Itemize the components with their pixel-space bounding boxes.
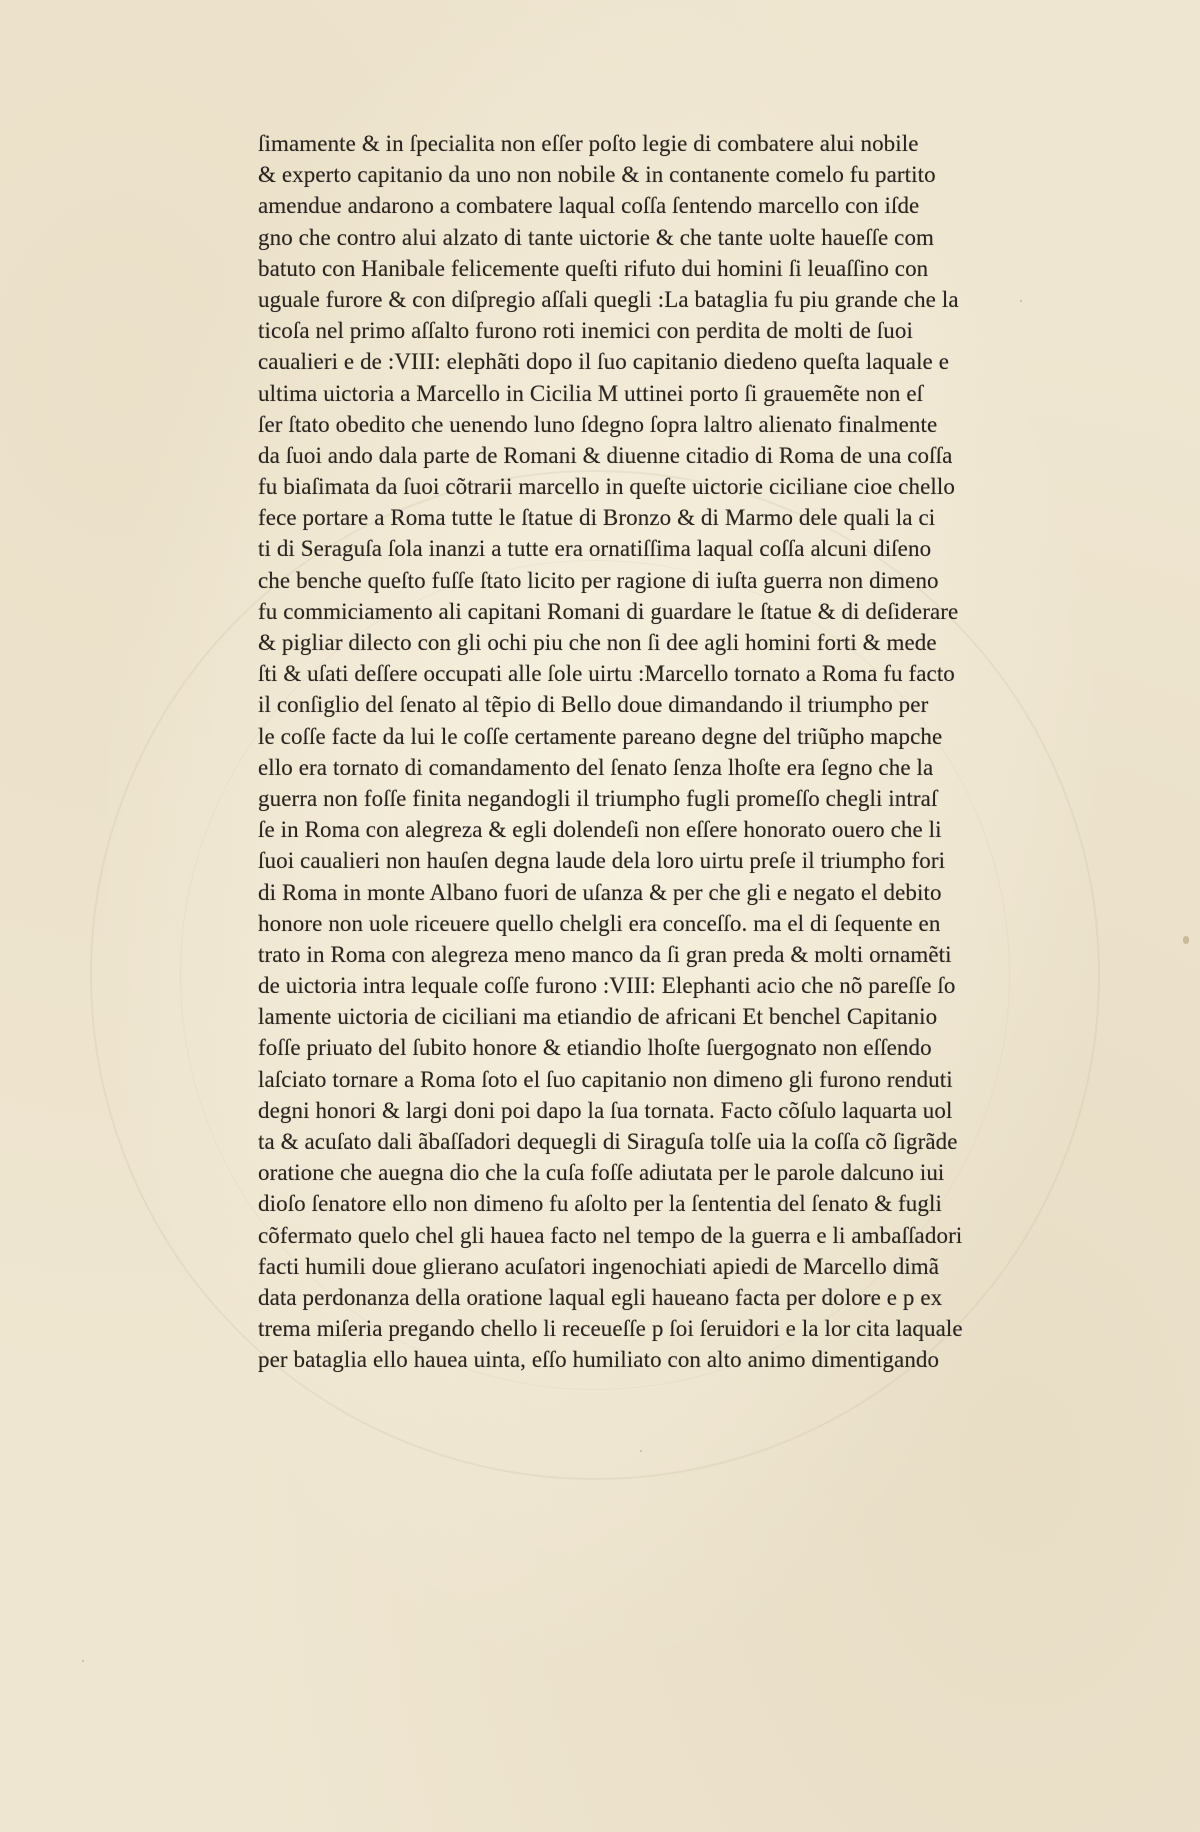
text-line: & pigliar dilecto con gli ochi piu che non ſi dee agli homini forti & mede — [258, 630, 937, 655]
text-line: facti humili doue glierano acuſatori ingenochiati apiedi de Marcello dimã — [258, 1253, 940, 1279]
text-line: il conſiglio del ſenato al tẽpio di Bello doue dimandando il triumpho per — [258, 692, 929, 718]
text-line: ta & acuſato dali ãbaſſadori dequegli di Siraguſa tolſe uia la coſſa cõ ſigrãde — [258, 1129, 958, 1154]
text-line: ſti & uſati deſſere occupati alle ſole uirtu :Marcello tornato a Roma fu facto — [258, 661, 955, 687]
text-line: dioſo ſenatore ello non dimeno fu aſolto per la ſententia del ſenato & fugli — [258, 1191, 942, 1217]
text-line: laſciato tornare a Roma ſoto el ſuo capitanio non dimeno gli furono renduti — [258, 1066, 953, 1092]
text-line: caualieri e de :VIII: elephãti dopo il ſuo capitanio diedeno queſta laquale e — [258, 349, 950, 375]
text-line: degni honori & largi doni poi dapo la ſua tornata. Facto cõſulo laquarta uol — [258, 1097, 953, 1123]
text-line: ſe in Roma con alegreza & egli dolendeſi non eſſere honorato ouero che li — [258, 817, 942, 843]
text-line: amendue andarono a combatere laqual coſſa ſentendo marcello con iſde — [258, 193, 920, 219]
text-column — [258, 128, 1098, 1376]
text-line: foſſe priuato del ſubito honore & etiandio lhoſte ſuergognato non eſſendo — [258, 1035, 932, 1061]
text-line: che benche queſto fuſſe ſtato licito per ragione di iuſta guerra non dimeno — [258, 567, 939, 593]
paper-speck — [82, 1660, 84, 1662]
text-line: & experto capitanio da uno non nobile & in contanente comelo fu partito — [258, 162, 936, 188]
paper-speck — [640, 1450, 642, 1452]
text-line: trema miſeria pregando chello li receueſſe p ſoi ſeruidori e la lor cita laquale — [258, 1316, 963, 1342]
text-line: di Roma in monte Albano fuori de uſanza & per che gli e negato el debito — [258, 879, 942, 905]
text-line: de uictoria intra lequale coſſe furono :VIII: Elephanti acio che nõ pareſſe ſo — [258, 973, 956, 999]
margin-mark — [1183, 936, 1189, 944]
text-line: fu commiciamento ali capitani Romani di guardare le ſtatue & di deſiderare — [258, 598, 959, 624]
text-line: per bataglia ello hauea uinta, eſſo humiliato con alto animo dimentigando — [258, 1347, 940, 1373]
text-line: ti di Seraguſa ſola inanzi a tutte era ornatiſſima laqual coſſa alcuni diſeno — [258, 536, 932, 562]
text-line: lamente uictoria de ciciliani ma etiandio de africani Et benchel Capitanio — [258, 1004, 938, 1030]
text-line: data perdonanza della oratione laqual egli haueano facta per dolore e p ex — [258, 1284, 943, 1310]
text-line: oratione che auegna dio che la cuſa foſſe adiutata per le parole dalcuno iui — [258, 1160, 945, 1186]
text-line: fu biaſimata da ſuoi cõtrarii marcello in queſte uictorie ciciliane cioe chello — [258, 474, 955, 500]
text-line: ſimamente & in ſpecialita non eſſer poſto legie di combatere alui nobile — [258, 131, 919, 156]
text-line: da ſuoi ando dala parte de Romani & diuenne citadio di Roma de una coſſa — [258, 442, 953, 468]
text-line: guerra non foſſe finita negandogli il triumpho fugli promeſſo chegli intraſ — [258, 785, 938, 811]
text-line: uguale furore & con diſpregio aſſali quegli :La bataglia fu piu grande che la — [258, 286, 959, 312]
text-line: ſuoi caualieri non hauſen degna laude dela loro uirtu preſe il triumpho fori — [258, 848, 946, 874]
text-line: honore non uole riceuere quello chelgli era conceſſo. ma el di ſequente en — [258, 910, 941, 936]
text-line: gno che contro alui alzato di tante uictorie & che tante uolte haueſſe com — [258, 224, 935, 250]
text-line: fece portare a Roma tutte le ſtatue di Bronzo & di Marmo dele quali la ci — [258, 505, 936, 531]
text-line: batuto con Hanibale felicemente queſti rifuto dui homini ſi leuaſſino con — [258, 255, 929, 281]
text-line: le coſſe facte da lui le coſſe certamente pareano degne del triũpho mapche — [258, 723, 943, 749]
text-line: cõfermato quelo chel gli hauea facto nel tempo de la guerra e li ambaſſadori — [258, 1222, 963, 1248]
text-line: ſer ſtato obedito che uenendo luno ſdegno ſopra laltro alienato finalmente — [258, 411, 938, 437]
text-line: ticoſa nel primo aſſalto furono roti inemici con perdita de molti de ſuoi — [258, 318, 913, 344]
text-line: trato in Roma con alegreza meno manco da ſi gran preda & molti ornamẽti — [258, 941, 952, 967]
text-line: ello era tornato di comandamento del ſenato ſenza lhoſte era ſegno che la — [258, 754, 934, 780]
text-line: ultima uictoria a Marcello in Cicilia M uttinei porto ſi grauemẽte non eſ — [258, 380, 924, 406]
